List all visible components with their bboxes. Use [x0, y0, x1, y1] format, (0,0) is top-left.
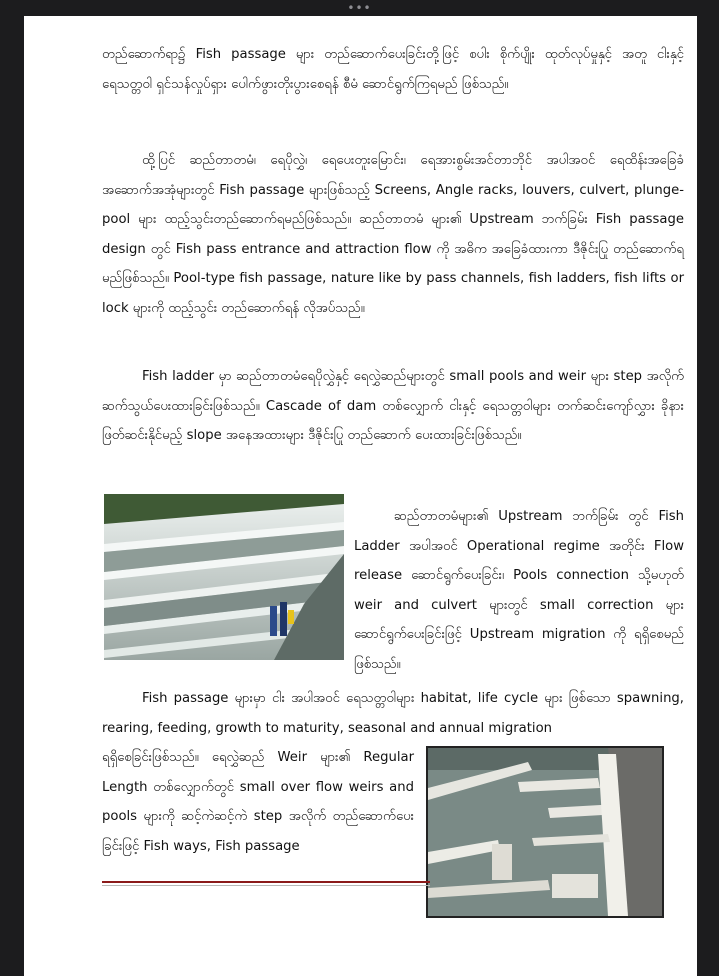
fish-ladder-cascade-photo: [104, 494, 344, 660]
paragraph-3: Fish ladder မှာ ဆည်တာတမံရေပိုလွှဲနှင့် ရေလွှဲဆည်များတွင် small pools and weir များ step အလိုက် ဆက်သွယ်ပေးထားခြင်းဖြစ်သည်။ Cascade of dam တစ်လျှောက် ငါးနှင့် ရေသတ္တဝါများ တက်ဆင်းကျော်လွှား ခိုနားဖြတ်ဆင်းနိုင်မည့် slope အနေအထားများ ဒီဇိုင်းပြု တည်ဆောက် ပေးထားခြင်းဖြစ်သည်။: [102, 369, 684, 443]
paragraph-1: တည်ဆောက်ရာ၌ Fish passage များ တည်ဆောက်ပေးခြင်းတို့ဖြင့် စပါး စိုက်ပျိုး ထုတ်လုပ်မှုနှင့် အတူ ငါးနှင့် ရေသတ္တဝါ ရှင်သန်လှုပ်ရှား ပေါက်ဖွားတိုးပွားစေရန် စီမံ ဆောင်ရွက်ကြရမည် ဖြစ်သည်။: [102, 47, 684, 92]
document-page: [24, 16, 697, 976]
viewer-grabber-handle[interactable]: •••: [347, 1, 372, 15]
paragraph-2: ထို့ပြင် ဆည်တာတမံ၊ ရေပို‌လွှဲ၊ ရေပေးတူးမြောင်း၊ ရေအားစွမ်းအင်တာဘိုင် အပါအဝင် ရေထိန်းအခြေခံအဆောက်အအုံများတွင် Fish passage များဖြစ်သည့် Screens, Angle racks, louvers, culvert, plunge-pool များ ထည့်သွင်းတည်ဆောက်ရမည်ဖြစ်သည်။ ဆည်တာတမံ များ၏ Upstream ဘက်ခြမ်း Fish passage design တွင် Fish pass entrance and attraction flow ကို အဓိက အခြေခံထားကာ ဒီဇိုင်းပြု တည်ဆောက်ရမည်ဖြစ်သည်။ Pool-type fish passage, nature like by pass channels, fish ladders, fish lifts or lock များကို ထည့်သွင်း တည်ဆောက်ရန် လိုအပ်သည်။: [102, 153, 684, 316]
paragraph-5: Fish passage များမှာ ငါး အပါအဝင် ရေသတ္တဝါများ habitat, life cycle များ ဖြစ်သော spawning, rearing, feeding, growth to maturity, seasonal and annual migration: [102, 691, 684, 736]
paragraph-4: ဆည်တာတမံများ၏ Upstream ဘက်ခြမ်း တွင် Fish Ladder အပါအဝင် Operational regime အတိုင်း Flow release ဆောင်ရွက်ပေးခြင်း၊ Pools connection သို့မဟုတ် weir and culvert များတွင် small correction များ ဆောင်ရွက်ပေးခြင်းဖြင့် Upstream migration ကို ရရှိစေမည်ဖြစ်သည်။: [354, 509, 684, 672]
footer-rule-shadow: [102, 885, 430, 886]
fish-pool-weir-photo: [426, 746, 664, 918]
paragraph-6: ရရှိစေခြင်းဖြစ်သည်။ ရေလွှဲဆည် Weir များ၏ Regular Length တစ်လျှောက်တွင် small over flow weirs and pools များကို ဆင့်ကဲဆင့်ကဲ step အလိုက် တည်ဆောက်ပေးခြင်းဖြင့် Fish ways, Fish passage: [102, 750, 414, 854]
footer-rule: [102, 881, 430, 883]
